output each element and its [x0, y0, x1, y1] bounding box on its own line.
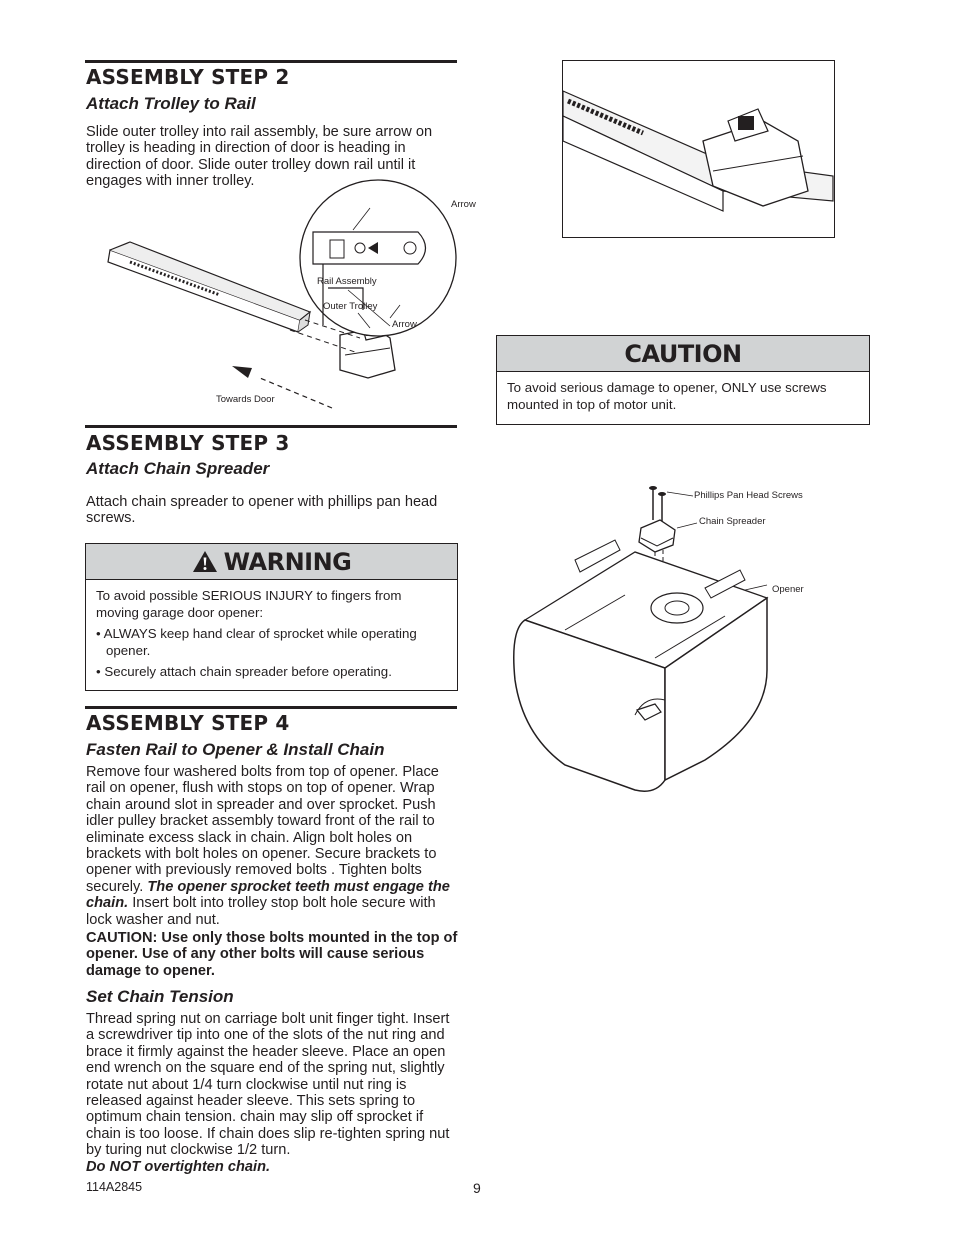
step4-body-part1: Remove four washered bolts from top of opener. Place rail on opener, flush with stops on top of opener. Wrap chain around slot in spreader and over sprocket. Push idler pulley bracket assembly toward front of the rail to eliminate excess slack in chain. Align bolt holes on brackets with bolt holes on opener. Secure brackets to opener with previously removed bolts . Tighten bolts securely.	[86, 764, 439, 895]
tension-instructions: Thread spring nut on carriage bolt unit finger tight. Insert a screwdriver tip into one of the slots of the nut ring and brace it firmly against the header sleeve. Place an open end wrench on the square end of the spring nut, slightly rotate nut about 1/4 turn clockwise until nut ring is released against header sleeve. This sets spring to optimum chain tension. chain may slip off sprocket if chain is too loose. If chain does slip re-tighten spring nut by turing nut clockwise 1/2 turn.	[86, 1011, 450, 1159]
warning-box	[85, 543, 458, 691]
warning-body	[86, 580, 457, 681]
step4-rule	[85, 706, 457, 709]
step2-rule	[85, 60, 457, 63]
warning-bullet-2: • Securely attach chain spreader before operating.	[96, 664, 392, 679]
doc-number: 114A2845	[86, 1180, 143, 1194]
label-arrow: Arrow	[392, 319, 417, 330]
step3-subtitle: Attach Chain Spreader	[86, 459, 270, 478]
page-number: 9	[473, 1180, 481, 1196]
tension-subtitle: Set Chain Tension	[86, 987, 234, 1006]
step3-rule	[85, 425, 457, 428]
trolley-detail-drawing	[563, 61, 836, 239]
caution-text	[497, 372, 869, 413]
step4-subtitle: Fasten Rail to Opener & Install Chain	[86, 740, 385, 759]
label-arrow-top: Arrow	[451, 199, 476, 210]
label-outer-trolley: Outer Trolley	[323, 301, 378, 312]
step3-title: ASSEMBLY STEP 3	[86, 431, 290, 455]
label-phillips-screws: Phillips Pan Head Screws	[694, 490, 803, 501]
step2-title: ASSEMBLY STEP 2	[86, 65, 290, 89]
step2-subtitle: Attach Trolley to Rail	[86, 94, 256, 113]
caution-header	[497, 336, 869, 372]
step4-body-emphasis: The opener sprocket teeth must engage the chain.	[86, 878, 450, 912]
warning-triangle-icon	[192, 550, 218, 573]
rail-trolley-illustration	[100, 180, 460, 415]
caution-box	[496, 335, 870, 425]
warning-header-text: WARNING	[223, 548, 352, 576]
step4-body	[86, 764, 458, 979]
label-opener: Opener	[772, 584, 804, 595]
tension-final: Do NOT overtighten chain.	[86, 1158, 271, 1175]
step3-body: Attach chain spreader to opener with phillips pan head screws.	[86, 494, 438, 527]
label-towards-door: Towards Door	[216, 394, 275, 405]
trolley-detail-image	[562, 60, 835, 238]
step4-title: ASSEMBLY STEP 4	[86, 711, 290, 735]
caution-header-text: CAUTION	[624, 340, 742, 368]
warning-intro: To avoid possible SERIOUS INJURY to fingers from moving garage door opener:	[96, 588, 402, 620]
step4-caution: CAUTION: Use only those bolts mounted in the top of opener. Use of any other bolts will cause serious damage to opener.	[86, 930, 458, 979]
step4-instructions	[86, 764, 458, 928]
warning-bullet-1: • ALWAYS keep hand clear of sprocket while operating opener.	[96, 626, 417, 658]
label-chain-spreader: Chain Spreader	[699, 516, 766, 527]
warning-header	[86, 544, 457, 580]
opener-illustration	[505, 480, 825, 800]
label-rail-assembly: Rail Assembly	[317, 276, 377, 287]
caution-text-paragraph: To avoid serious damage to opener, ONLY use screws mounted in top of motor unit.	[507, 380, 827, 412]
tension-body	[86, 1011, 458, 1175]
step4-body-part2: Insert bolt into trolley stop bolt hole secure with lock washer and nut.	[86, 895, 436, 928]
step2-body: Slide outer trolley into rail assembly, be sure arrow on trolley is heading in direction of door is heading in direction of door. Slide outer trolley down rail until it engages with inner trolley.	[86, 124, 433, 190]
